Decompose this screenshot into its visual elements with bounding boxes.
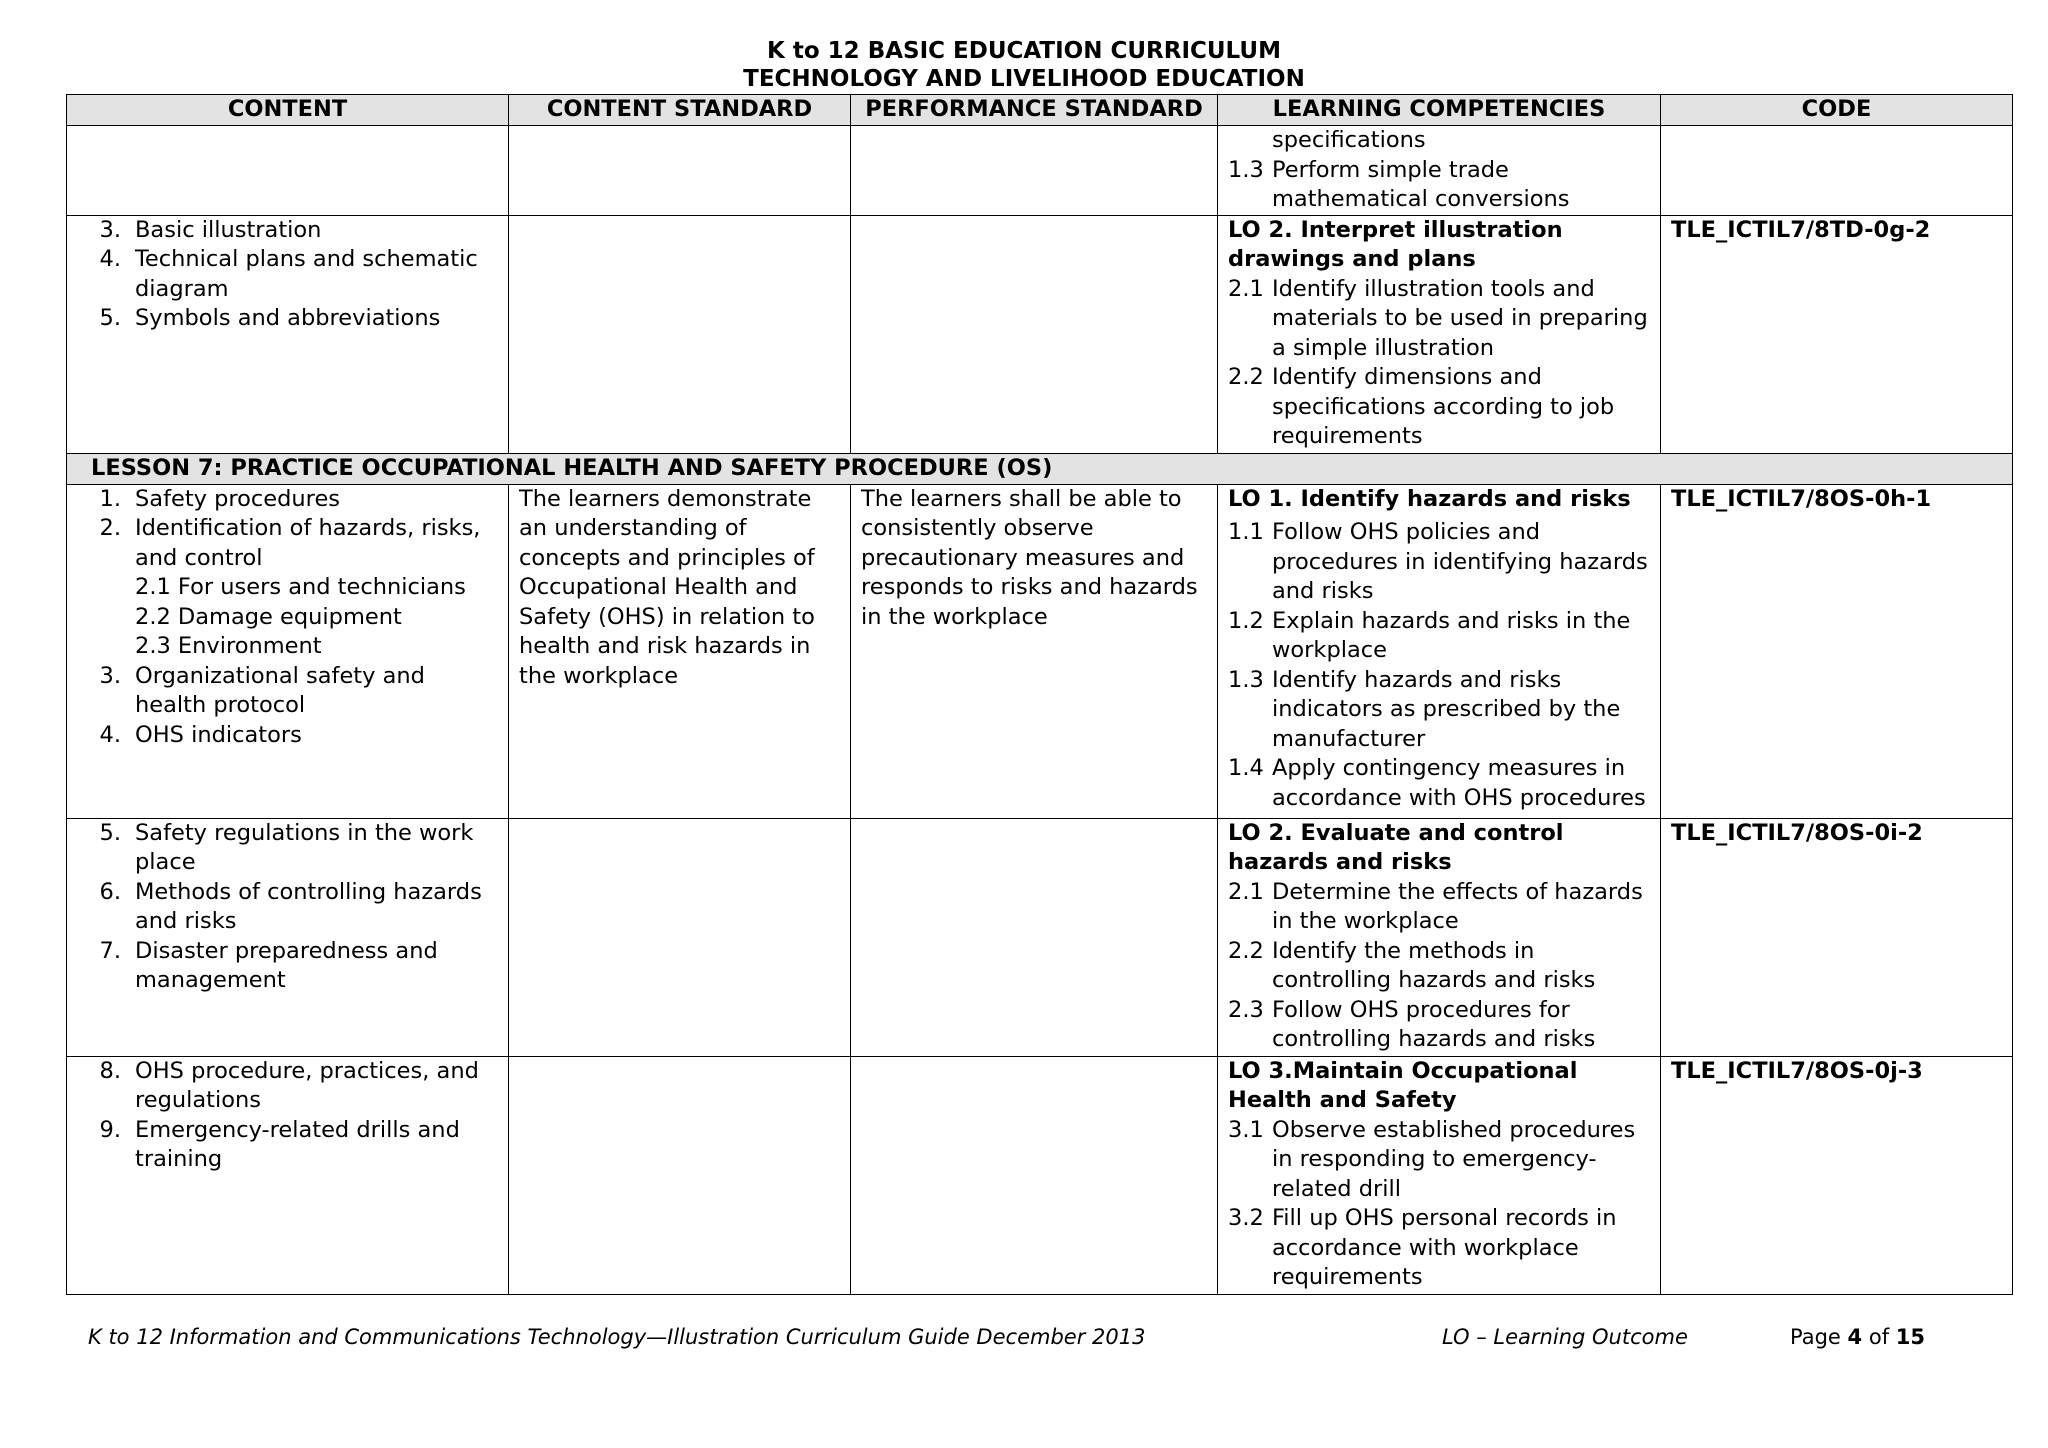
performance-standard-cell: The learners shall be able to consistently observe precautionary measures and responds to risks and hazards in the workplace xyxy=(851,484,1218,818)
competencies-cell xyxy=(1218,818,1661,1056)
content-standard-cell xyxy=(509,818,851,1056)
learning-outcome-title: LO 2. Interpret illustration drawings and plans xyxy=(1228,216,1563,272)
col-header-performance-standard: PERFORMANCE STANDARD xyxy=(851,95,1218,126)
page-word: Page xyxy=(1790,1325,1841,1349)
competency-item: 1.4 Apply contingency measures in accordance with OHS procedures xyxy=(1228,755,1646,811)
content-item: 7. Disaster preparedness and management xyxy=(99,937,438,993)
competency-item: 2.1 Determine the effects of hazards in the workplace xyxy=(1228,878,1643,934)
competencies-cell xyxy=(1218,215,1661,453)
competency-item: 1.2 Explain hazards and risks in the workplace xyxy=(1228,607,1631,663)
content-standard-cell xyxy=(509,1056,851,1294)
performance-standard-cell xyxy=(851,215,1218,453)
of-word: of xyxy=(1868,1325,1890,1349)
content-item: 1. Safety procedures xyxy=(99,485,341,512)
content-item: 2. Identification of hazards, risks, and control xyxy=(99,515,481,571)
content-item: 5. Safety regulations in the work place xyxy=(99,819,474,875)
col-header-content: CONTENT xyxy=(67,95,509,126)
competency-item: 2.3 Follow OHS procedures for controlling hazards and risks xyxy=(1228,996,1596,1052)
content-standard-cell xyxy=(509,215,851,453)
competencies-cell xyxy=(1218,126,1661,216)
page-indicator xyxy=(1790,1325,1925,1349)
page-number: 4 xyxy=(1847,1325,1863,1349)
content-item: 9. Emergency-related drills and training xyxy=(99,1116,460,1172)
code-cell: TLE_ICTIL7/8OS-0h-1 xyxy=(1661,484,2013,818)
table-row xyxy=(67,818,2013,1056)
content-item: 8. OHS procedure, practices, and regulations xyxy=(99,1057,479,1113)
document-title: K to 12 BASIC EDUCATION CURRICULUM xyxy=(767,38,1281,64)
competency-item: 1.1 Follow OHS policies and procedures in identifying hazards and risks xyxy=(1228,519,1648,604)
content-subitem: 2.1 For users and technicians xyxy=(135,574,466,600)
content-subitem: 2.2 Damage equipment xyxy=(135,603,402,630)
competency-continuation: specifications xyxy=(1272,127,1426,153)
content-cell xyxy=(67,484,509,818)
lesson-header-row xyxy=(67,453,2013,484)
competency-text: Perform simple trade mathematical conversions xyxy=(1272,156,1570,212)
content-cell xyxy=(67,818,509,1056)
learning-outcome-title: LO 3.Maintain Occupational Health and Safety xyxy=(1228,1057,1578,1113)
col-header-code: CODE xyxy=(1661,95,2013,126)
competency-item: 2.2 Identify dimensions and specifications according to job requirements xyxy=(1228,364,1615,449)
code-cell xyxy=(1661,126,2013,216)
col-header-content-standard: CONTENT STANDARD xyxy=(509,95,851,126)
competencies-cell xyxy=(1218,484,1661,818)
competency-item xyxy=(1228,156,1650,215)
page-total: 15 xyxy=(1895,1325,1926,1349)
competency-number: 1.3 xyxy=(1228,156,1264,183)
competency-item: 3.2 Fill up OHS personal records in accordance with workplace requirements xyxy=(1228,1205,1617,1290)
competency-item: 1.3 Identify hazards and risks indicators as prescribed by the manufacturer xyxy=(1228,666,1621,752)
content-standard-cell: The learners demonstrate an understanding of concepts and principles of Occupational Health and Safety (OHS) in relation to health and risk hazards in the workplace xyxy=(509,484,851,818)
table-row xyxy=(67,1056,2013,1294)
curriculum-table xyxy=(66,94,2013,1295)
footer-guide-title: K to 12 Information and Communications Technology—Illustration Curriculum Guide December 2013 xyxy=(88,1325,1146,1349)
table-row xyxy=(67,215,2013,453)
content-item: 6. Methods of controlling hazards and risks xyxy=(99,878,482,934)
performance-standard-cell xyxy=(851,126,1218,216)
content-item: 5. Symbols and abbreviations xyxy=(99,305,441,331)
competency-item: 2.2 Identify the methods in controlling hazards and risks xyxy=(1228,937,1596,993)
performance-standard-cell xyxy=(851,1056,1218,1294)
learning-outcome-title: LO 1. Identify hazards and risks xyxy=(1228,485,1631,512)
content-standard-cell xyxy=(509,126,851,216)
table-row xyxy=(67,126,2013,216)
code-cell: TLE_ICTIL7/8OS-0j-3 xyxy=(1661,1056,2013,1294)
content-item: 3. Basic illustration xyxy=(99,216,322,243)
competency-item: 2.1 Identify illustration tools and materials to be used in preparing a simple illustration xyxy=(1228,275,1648,361)
competencies-cell xyxy=(1218,1056,1661,1294)
code-cell: TLE_ICTIL7/8TD-0g-2 xyxy=(1661,215,2013,453)
content-cell xyxy=(67,215,509,453)
learning-outcome-title: LO 2. Evaluate and control hazards and risks xyxy=(1228,819,1564,875)
col-header-learning-competencies: LEARNING COMPETENCIES xyxy=(1218,95,1661,126)
lesson-title: LESSON 7: PRACTICE OCCUPATIONAL HEALTH AND SAFETY PROCEDURE (OS) xyxy=(67,453,2013,484)
competency-item: 3.1 Observe established procedures in responding to emergency-related drill xyxy=(1228,1116,1636,1202)
content-cell xyxy=(67,1056,509,1294)
table-header-row xyxy=(67,95,2013,126)
footer-legend: LO – Learning Outcome xyxy=(1442,1325,1688,1349)
code-cell: TLE_ICTIL7/8OS-0i-2 xyxy=(1661,818,2013,1056)
table-row xyxy=(67,484,2013,818)
performance-standard-cell xyxy=(851,818,1218,1056)
content-item: 4. OHS indicators xyxy=(99,721,302,748)
document-subtitle: TECHNOLOGY AND LIVELIHOOD EDUCATION xyxy=(743,66,1305,92)
content-subitem: 2.3 Environment xyxy=(135,633,322,659)
content-item: 4. Technical plans and schematic diagram xyxy=(99,246,478,302)
content-cell xyxy=(67,126,509,216)
content-item: 3. Organizational safety and health protocol xyxy=(99,662,425,718)
